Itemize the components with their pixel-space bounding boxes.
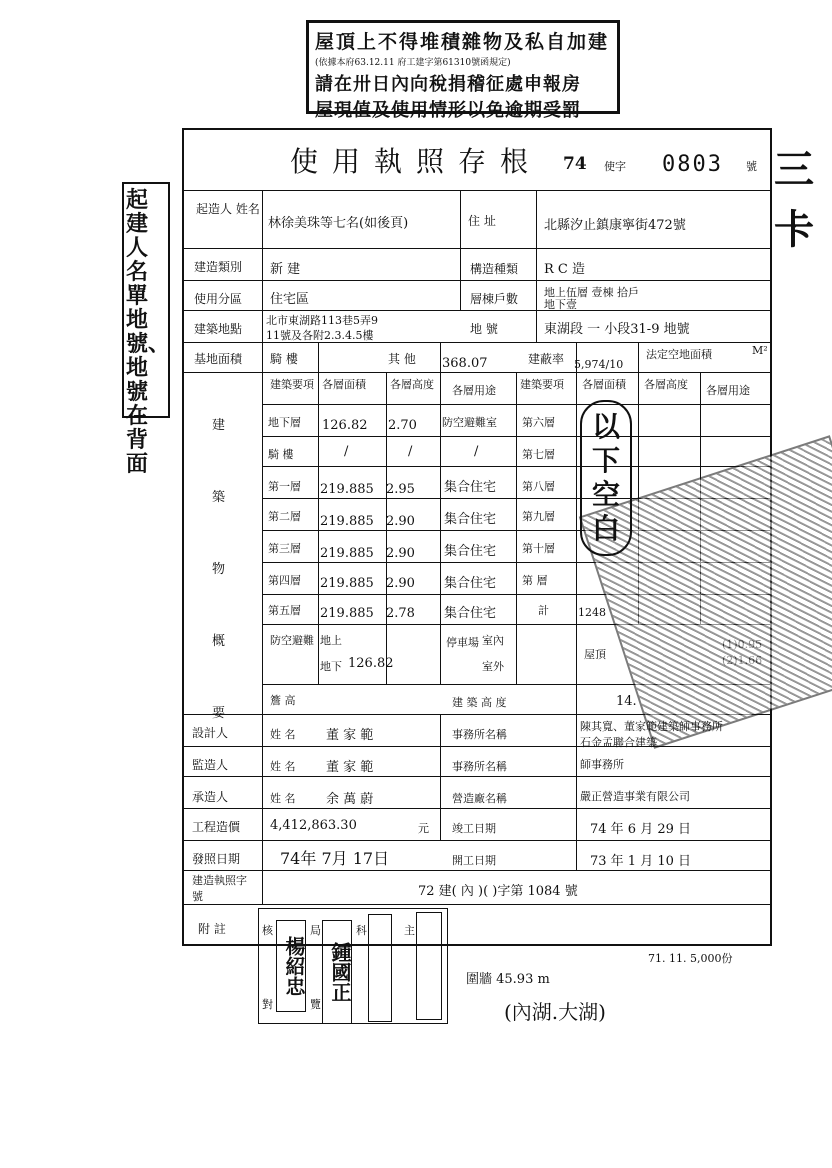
seal-blank [416, 912, 442, 1020]
notice-line3: 請在卅日內向稅捐稽征處申報房 [315, 74, 581, 95]
floor-use: 集合住宅 [444, 576, 497, 591]
header-use-left: 各層用途 [452, 384, 496, 397]
supervisor-office-label: 事務所名稱 [452, 760, 507, 773]
site-value1: 北市東湖路113巷5弄9 [266, 314, 378, 327]
floor-height: 2.78 [386, 606, 415, 621]
floor-area: 126.82 [322, 418, 368, 433]
rule [440, 342, 441, 684]
roof-label: 屋頂 [584, 648, 606, 661]
rule [536, 190, 537, 342]
rule [182, 190, 772, 191]
rule [182, 310, 772, 311]
blank-stamp: 以下空白 [580, 400, 632, 556]
eave-label: 簷 高 [270, 694, 296, 707]
floor-area: 219.885 [320, 546, 374, 561]
rule [318, 342, 319, 684]
shelter-down: 地下 [320, 660, 342, 673]
notice-line4: 屋現值及使用情形以免逾期受罰 [315, 100, 581, 121]
form-title: 使用執照存根 [290, 145, 543, 178]
rule [182, 372, 772, 373]
seal-label: 覽 [310, 998, 321, 1011]
shelter-up: 地上 [320, 634, 342, 647]
finish-value: 74 年 6 月 29 日 [590, 822, 692, 837]
side-note-stamp [122, 182, 171, 477]
designer-name: 董 家 範 [326, 728, 374, 743]
floor-use: 集合住宅 [444, 480, 497, 495]
cost-yuan: 元 [418, 822, 429, 835]
designer-office: 陳其寬、董家範建築師事務所 [580, 720, 723, 733]
supervisor-office: 師事務所 [580, 758, 624, 771]
floor-area: 219.885 [320, 514, 374, 529]
cost-label: 工程造價 [192, 820, 241, 834]
header-item-left: 建築要項 [270, 378, 314, 391]
open-label: 法定空地面積 [646, 348, 712, 361]
floor-item: 地下層 [268, 416, 301, 429]
permit-label: 建造執照字號 [192, 874, 247, 903]
floor-item-right: 第十層 [522, 542, 555, 555]
category-label: 建造類別 [194, 260, 243, 274]
contractor-label: 承造人 [192, 790, 229, 804]
note-label: 附 註 [198, 922, 226, 936]
parking-label: 停車場 [446, 636, 479, 649]
floor-height: 2.95 [386, 482, 415, 497]
floor-use: 集合住宅 [444, 544, 497, 559]
rule [262, 466, 772, 467]
notice-stamp [306, 20, 620, 121]
seal-blank [368, 914, 392, 1022]
floors-sub: 地下壹 [544, 298, 577, 311]
designer-office-2: 石金孟聯合建築 [580, 736, 657, 749]
shelter-down-value: 126.82 [348, 656, 394, 671]
other-label: 其 他 [388, 352, 416, 366]
table-side-label: 建 築 物 概 要 [212, 418, 226, 721]
floor-item: 第一層 [268, 480, 301, 493]
side-note-col1: 起建人名單 [126, 187, 149, 309]
rule [576, 342, 577, 714]
permit-number: 0803 [662, 152, 723, 177]
permit-value: 72 建( 內 )( )字第 1084 號 [418, 884, 578, 899]
floor-area: / [344, 444, 349, 459]
contractor-firm: 嚴正營造事業有限公司 [580, 790, 690, 803]
floor-use: 集合住宅 [444, 606, 497, 621]
designer-label: 設計人 [192, 726, 229, 740]
contractor-firm-label: 營造廠名稱 [452, 792, 507, 805]
floor-height: 2.70 [388, 418, 417, 433]
contractor-name-label: 姓 名 [270, 792, 296, 805]
seal-name: 鍾國正 [322, 920, 352, 1024]
seal-label: 主 [404, 924, 415, 937]
header-area-left: 各層面積 [322, 378, 366, 391]
header-use-right: 各層用途 [706, 384, 750, 397]
floor-height: / [408, 444, 413, 459]
address-value: 北縣汐止鎮康寧街472號 [544, 218, 686, 233]
zone-label: 使用分區 [194, 292, 243, 306]
rule [182, 870, 772, 871]
header-item-right: 建築要項 [520, 378, 564, 391]
rule [576, 714, 577, 870]
arcade-label: 騎 樓 [270, 352, 298, 366]
supervisor-name: 董 家 範 [326, 760, 374, 775]
contractor-name: 余 萬 蔚 [326, 792, 374, 807]
applicant-value: 林徐美珠等七名(如後頁) [268, 216, 409, 231]
notice-line2: (依據本府63.12.11 府工建字第61310號函規定) [315, 58, 511, 68]
rule [440, 714, 441, 840]
issue-label: 發照日期 [192, 852, 241, 866]
area-label: 基地面積 [194, 352, 243, 366]
category-value: 新 建 [270, 262, 301, 277]
floor-use: 集合住宅 [444, 512, 497, 527]
header-height-left: 各層高度 [390, 378, 434, 391]
rule [182, 776, 772, 777]
supervisor-name-label: 姓 名 [270, 760, 296, 773]
zone-value: 住宅區 [270, 292, 310, 307]
supervisor-label: 監造人 [192, 758, 229, 772]
parking-out: 室外 [482, 660, 504, 673]
floor-area: 219.885 [320, 482, 374, 497]
seal-label: 核 [262, 924, 273, 937]
floor-height: 2.90 [386, 576, 415, 591]
lot-label: 地 號 [470, 322, 498, 336]
floor-item-right: 計 [538, 604, 549, 617]
rule [182, 840, 772, 841]
header-area-right: 各層面積 [582, 378, 626, 391]
seal-label: 局 [310, 924, 321, 937]
designer-name-label: 姓 名 [270, 728, 296, 741]
floor-item: 第三層 [268, 542, 301, 555]
floor-item-right: 第九層 [522, 510, 555, 523]
floors-label: 層棟戶數 [470, 292, 519, 306]
use-char: 使字 [604, 160, 626, 173]
hand-note: (內湖.大湖) [504, 1000, 606, 1024]
rule [460, 190, 461, 310]
rule [262, 404, 772, 405]
rule [182, 280, 772, 281]
start-label: 開工日期 [452, 854, 496, 867]
floor-area: 219.885 [320, 576, 374, 591]
applicant-label: 起造人 姓名 [196, 202, 260, 216]
coverage-value: 5,974/10 [574, 358, 624, 371]
side-note-col2: 地號、地號在背面 [126, 307, 171, 477]
floor-item: 第二層 [268, 510, 301, 523]
floor-use: / [474, 444, 479, 459]
rule [182, 746, 772, 747]
address-label: 住 址 [468, 214, 496, 228]
floor-height: 2.90 [386, 546, 415, 561]
notice-line1: 屋頂上不得堆積雜物及私自加建 [315, 31, 610, 53]
floor-item-right: 第六層 [522, 416, 555, 429]
fence-note: 圍牆 45.93 m [466, 972, 550, 987]
floor-item-right: 第 層 [522, 574, 548, 587]
floor-use: 防空避難室 [442, 416, 497, 429]
unit-label: M² [752, 344, 768, 357]
hao-char: 號 [746, 160, 757, 173]
permit-year: 74 [563, 154, 587, 174]
lot-value: 東湖段 一 小段31-9 地號 [544, 322, 690, 337]
rule [516, 372, 517, 684]
rule [182, 248, 772, 249]
print-note: 71. 11. 5,000份 [648, 952, 733, 965]
floor-area: 219.885 [320, 606, 374, 621]
bldg-height-value: 14. [616, 694, 637, 709]
rule [182, 904, 772, 905]
floors-value: 地上伍層 壹棟 拾戶 [544, 286, 639, 299]
finish-label: 竣工日期 [452, 822, 496, 835]
floor-item: 第五層 [268, 604, 301, 617]
site-value2: 11號及各附2.3.4.5樓 [266, 329, 374, 342]
seal-label: 科 [356, 924, 367, 937]
site-label: 建築地點 [194, 322, 243, 336]
floor-height: 2.90 [386, 514, 415, 529]
other-value: 368.07 [442, 356, 488, 371]
edge-marks: 三 卡 [774, 146, 814, 253]
issue-value: 74年 7月 17日 [280, 849, 390, 868]
rule [262, 190, 263, 904]
parking-in: 室內 [482, 634, 504, 647]
seal-label: 對 [262, 998, 273, 1011]
floor-item: 騎 樓 [268, 448, 294, 461]
total-area: 1248 [578, 606, 606, 619]
shelter-label: 防空避難 [270, 634, 314, 647]
rule [182, 808, 772, 809]
floor-item-right: 第八層 [522, 480, 555, 493]
floor-item: 第四層 [268, 574, 301, 587]
designer-office-label: 事務所名稱 [452, 728, 507, 741]
header-height-right: 各層高度 [644, 378, 688, 391]
structure-label: 構造種類 [470, 262, 519, 276]
start-value: 73 年 1 月 10 日 [590, 854, 692, 869]
rule [262, 436, 772, 437]
floor-item-right: 第七層 [522, 448, 555, 461]
bldg-height-label: 建 築 高 度 [452, 696, 507, 709]
structure-value: R C 造 [544, 262, 585, 277]
seal-name: 楊紹忠 [276, 920, 306, 1012]
coverage-label: 建蔽率 [528, 352, 565, 366]
cost-value: 4,412,863.30 [270, 818, 357, 833]
